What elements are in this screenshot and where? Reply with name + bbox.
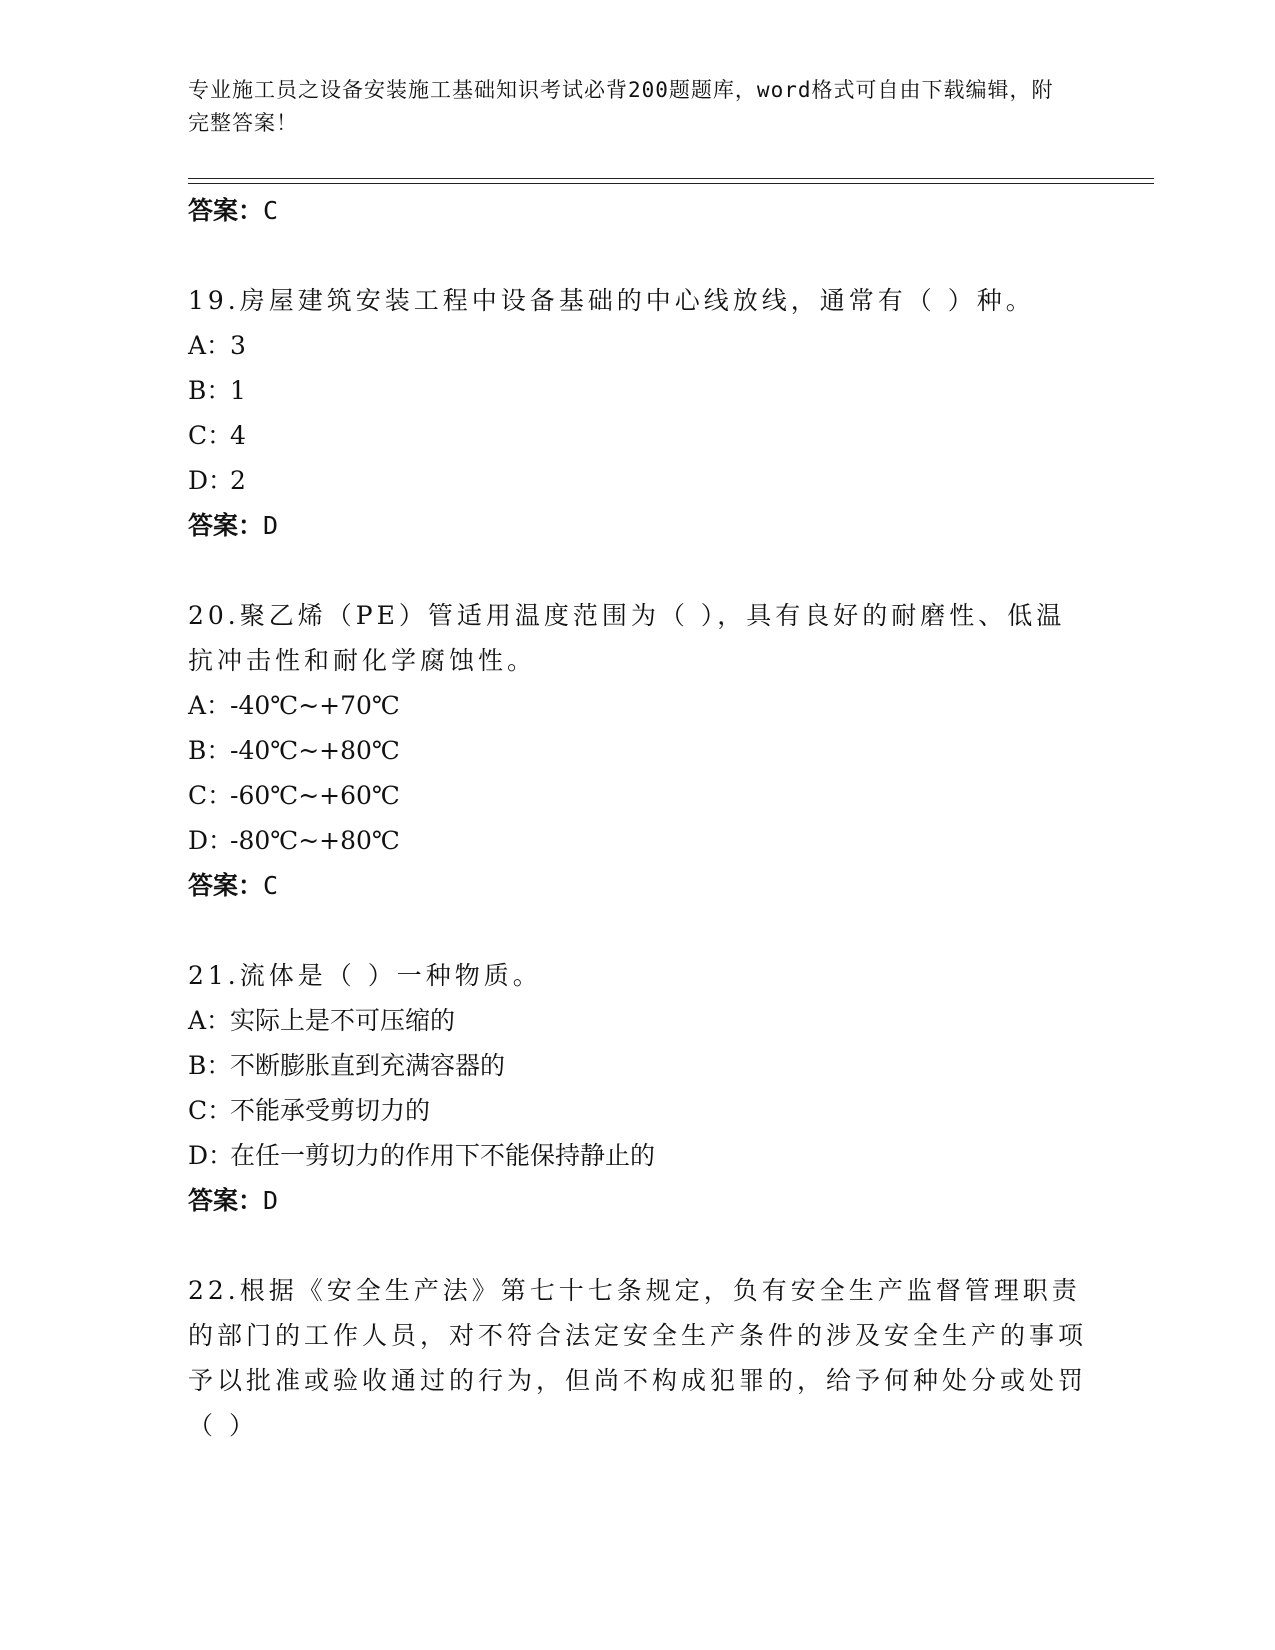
option-letter: A： [188, 331, 232, 360]
document-header: 专业施工员之设备安装施工基础知识考试必背200题题库，word格式可自由下载编辑，附完整答案！ [188, 78, 1054, 135]
answer-label: 答案： [188, 871, 264, 900]
option-c [188, 413, 1088, 458]
option-text: 实际上是不可压缩的 [230, 1006, 456, 1035]
question-content [188, 188, 1088, 1448]
option-letter: B： [188, 1051, 232, 1080]
option-text: 4 [230, 421, 246, 450]
option-a [188, 683, 1088, 728]
header-divider-double [188, 183, 1154, 184]
question-19: 19.房屋建筑安装工程中设备基础的中心线放线，通常有（ ）种。 [188, 286, 1035, 315]
option-text: -40℃~+70℃ [230, 691, 400, 720]
option-d [188, 818, 1088, 863]
option-letter: C： [188, 1096, 233, 1125]
answer-20 [188, 863, 1088, 908]
answer-label: 答案： [188, 196, 264, 225]
option-a [188, 323, 1088, 368]
option-letter: C： [188, 421, 233, 450]
option-b [188, 368, 1088, 413]
answer-value: C [263, 196, 279, 225]
option-letter: B： [188, 736, 232, 765]
option-letter: B： [188, 376, 232, 405]
option-letter: A： [188, 691, 232, 720]
answer-label: 答案： [188, 511, 264, 540]
question-20: 20.聚乙烯（PE）管适用温度范围为（ ），具有良好的耐磨性、低温抗冲击性和耐化学腐蚀性。 [188, 601, 1066, 675]
option-text: -60℃~+60℃ [230, 781, 400, 810]
option-letter: D： [188, 466, 234, 495]
option-letter: D： [188, 1141, 234, 1170]
option-letter: C： [188, 781, 233, 810]
option-a [188, 998, 1088, 1043]
option-text: 在任一剪切力的作用下不能保持静止的 [230, 1141, 656, 1170]
option-c [188, 1088, 1088, 1133]
answer-label: 答案： [188, 1186, 264, 1215]
option-text: 不断膨胀直到充满容器的 [230, 1051, 506, 1080]
option-text: 1 [230, 376, 246, 405]
previous-answer [188, 188, 1088, 233]
option-text: 不能承受剪切力的 [230, 1096, 431, 1125]
answer-19 [188, 503, 1088, 548]
answer-21 [188, 1178, 1088, 1223]
option-b [188, 1043, 1088, 1088]
option-letter: D： [188, 826, 234, 855]
answer-value: D [263, 511, 279, 540]
option-d [188, 1133, 1088, 1178]
option-text: 2 [230, 466, 246, 495]
option-d [188, 458, 1088, 503]
option-text: -40℃~+80℃ [230, 736, 400, 765]
option-text: 3 [230, 331, 246, 360]
option-letter: A： [188, 1006, 232, 1035]
question-22: 22.根据《安全生产法》第七十七条规定，负有安全生产监督管理职责的部门的工作人员，对不符合法定安全生产条件的涉及安全生产的事项予以批准或验收通过的行为，但尚不构成犯罪的，给予何种处分或处罚（ ） [188, 1276, 1088, 1440]
option-b [188, 728, 1088, 773]
answer-value: C [263, 871, 279, 900]
option-text: -80℃~+80℃ [230, 826, 400, 855]
answer-value: D [263, 1186, 279, 1215]
question-21: 21.流体是（ ）一种物质。 [188, 961, 542, 990]
header-divider [188, 178, 1154, 179]
option-c [188, 773, 1088, 818]
